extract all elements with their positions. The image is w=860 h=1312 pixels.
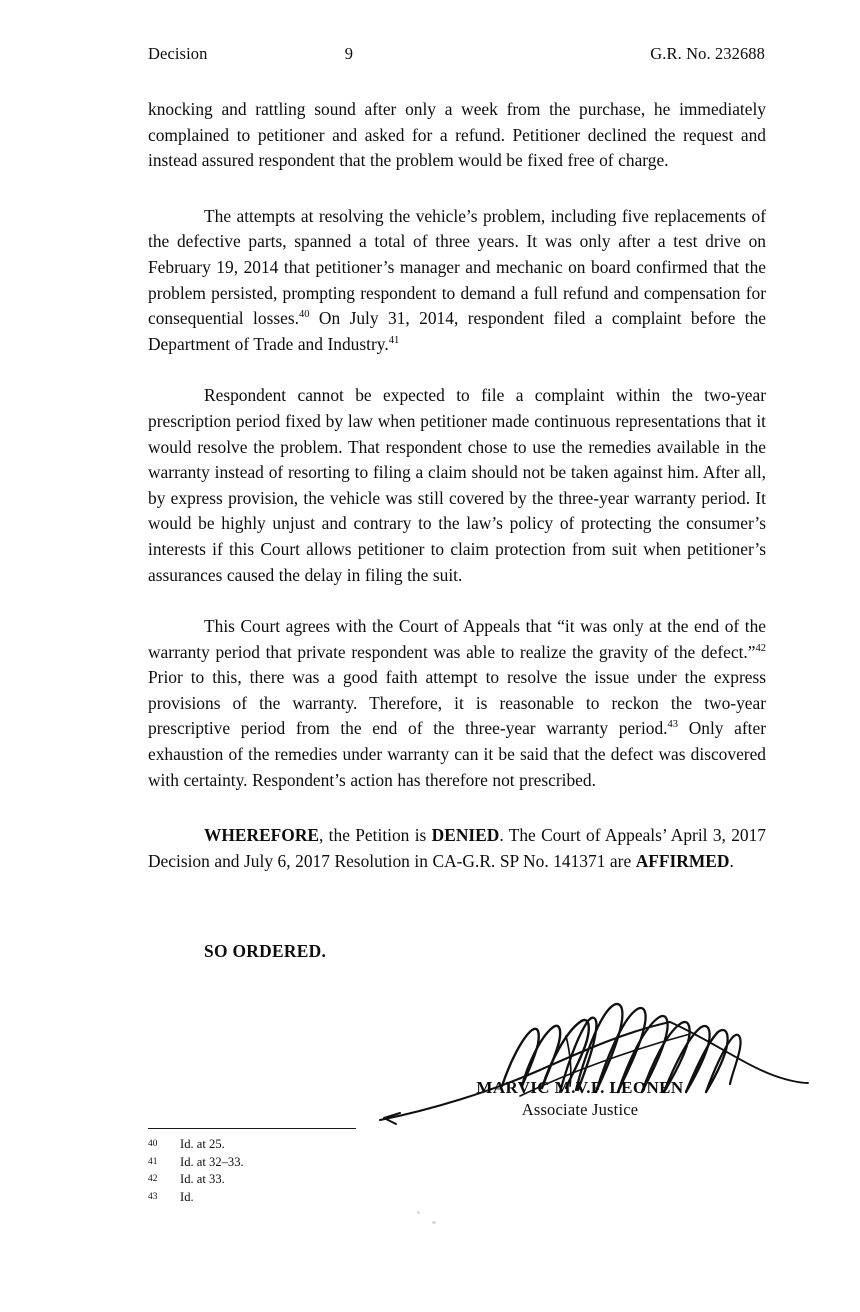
para-continuation [148,97,766,174]
body-text: The attempts at resolving the vehicle’s problem, including five replacements of the defective parts, spanned a total of three years. It was only after a test drive on February 19, 2014 that petitioner’s manager and mechanic on board confirmed that the problem persisted, prompting respondent to demand a full refund and compensation for consequential losses. [148,205,766,329]
footnote-entry [148,1136,548,1154]
footnote-marker-42[interactable]: 42 [755,642,766,654]
footnote-marker-41[interactable]: 41 [388,334,400,346]
page-header [148,44,765,68]
footnote-list [148,1136,548,1206]
footnote-marker-43[interactable]: 43 [667,719,679,731]
para-prescription [148,383,766,588]
footnote-number: 40 [148,1139,158,1149]
header-left-label: Decision [148,44,208,63]
emphasis-text: AFFIRMED [635,850,730,871]
footnote-number: 42 [148,1174,158,1185]
footnote-entry [148,1171,548,1189]
footnote-separator [148,1128,356,1129]
scan-artifact [417,1211,420,1214]
body-text: , the Petition is [318,825,432,846]
body-text: Only after exhaustion of the remedies under warranty can it be said that the defect was discovered with certainty. Respondent’s action has therefore not prescribed. [148,718,766,790]
emphasis-text: DENIED [431,825,500,846]
docket-number: G.R. No. 232688 [650,44,765,63]
body-text: . The Court of Appeals’ April 3, 2017 Decision and July 6, 2017 Resolution in CA-G.R. SP No. 141371 are [148,825,766,871]
footnote-text: Id. at 25. [180,1137,225,1151]
footnote-text: Id. [180,1189,194,1204]
signatory-name: MARVIC M.V.F. LEONEN [476,1078,684,1097]
footnote-marker-40[interactable]: 40 [298,309,310,321]
signatory-title: Associate Justice [521,1100,639,1119]
body-text: knocking and rattling sound after only a week from the purchase, he immediately complained to petitioner and asked for a refund. Petitioner declined the request and instead assured respondent that the problem would be fixed free of charge. [148,99,766,171]
page-number: 9 [344,44,354,63]
emphasis-text: WHEREFORE [204,825,319,846]
footnote-text: Id. at 32–33. [180,1154,244,1169]
footnote-number: 43 [148,1191,158,1202]
signature-block [370,1000,810,1125]
so-ordered-line: SO ORDERED. [204,941,327,961]
document-body [148,97,766,874]
footnote-entry [148,1154,548,1172]
body-text: . [729,850,734,871]
body-text: On July 31, 2014, respondent filed a complaint before the Department of Trade and Industry. [148,308,766,354]
scan-artifact [432,1221,436,1224]
para-attempts [148,204,766,358]
footnote-entry [148,1189,548,1207]
body-text: Prior to this, there was a good faith attempt to resolve the issue under the express provisions of the warranty. Therefore, it is reasonable to reckon the two-year prescriptive period from the end of the three-year warranty period. [148,667,766,739]
body-text: Respondent cannot be expected to file a complaint within the two-year prescription period fixed by law when petitioner made continuous representations that it would resolve the problem. That respondent chose to use the remedies available in the warranty instead of resorting to filing a claim should not be taken against him. After all, by express provision, the vehicle was still covered by the three-year warranty period. It would be highly unjust and contrary to the law’s policy of protecting the consumer’s interests if this Court allows petitioner to claim protection from suit when petitioner’s assurances caused the delay in filing the suit. [148,385,766,585]
para-wherefore [148,823,766,874]
para-court-agrees [148,614,766,793]
footnote-number: 41 [148,1156,158,1167]
footnote-text: Id. at 33. [180,1172,225,1187]
body-text: This Court agrees with the Court of Appeals that “it was only at the end of the warranty period that private respondent was able to realize the gravity of the defect.” [148,616,766,662]
